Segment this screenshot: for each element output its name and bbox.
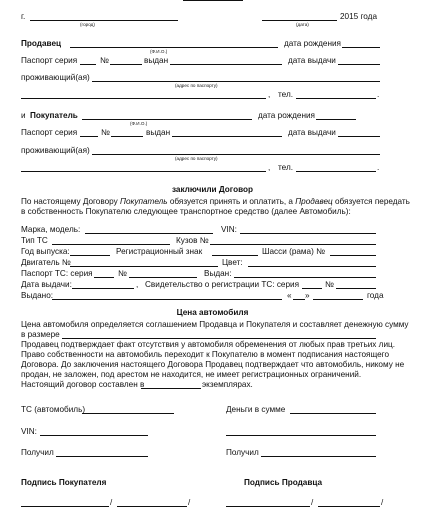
receipt-vin-field[interactable] — [40, 435, 148, 436]
seller-address-field-2[interactable] — [21, 98, 266, 99]
receipt-vehicle-label: ТС (автомобиль) — [21, 405, 86, 414]
buyer-label: Покупатель — [30, 111, 78, 120]
buyer-signature-slash: / — [110, 498, 113, 507]
buyer-signature-name-field[interactable] — [117, 506, 187, 507]
buyer-phone-field[interactable] — [296, 171, 376, 172]
seller-passport-series-label: Паспорт серия — [21, 56, 78, 65]
reg-cert-no-field[interactable] — [336, 288, 376, 289]
buyer-address-caption: (адрес по паспорту) — [175, 156, 218, 161]
seller-issued-by-field[interactable] — [170, 64, 282, 65]
buyer-signature-slash-2: / — [188, 498, 191, 507]
comma-separator: , — [136, 280, 139, 289]
seller-phone-field[interactable] — [296, 98, 376, 99]
date-field[interactable] — [262, 20, 337, 21]
seller-period: . — [377, 90, 380, 99]
price-line-4: Право собственности на автомобиль переходит к Покупателю в момент подписания настоящего — [21, 350, 390, 359]
issue-date-field[interactable] — [72, 288, 134, 289]
seller-signature-slash-2: / — [381, 498, 384, 507]
issued-year-word: года — [367, 291, 384, 300]
seller-label: Продавец — [21, 39, 62, 48]
buyer-signature-heading: Подпись Покупателя — [21, 478, 107, 487]
seller-residing-label: проживающий(ая) — [21, 73, 90, 82]
copies-field[interactable] — [141, 388, 201, 389]
chassis-field[interactable] — [330, 255, 376, 256]
agreement-heading: заключили Договор — [171, 185, 254, 194]
buyer-phone-label: тел. — [278, 163, 293, 172]
city-caption: (город) — [80, 22, 95, 27]
agreement-text-b: обязуется принять и оплатить, а — [167, 197, 296, 206]
received-left-label: Получил — [21, 448, 54, 457]
buyer-passport-no-label: № — [101, 128, 110, 137]
issued-day-field[interactable] — [293, 299, 305, 300]
price-line-1: Цена автомобиля определяется соглашением Продавца и Покупателя и составляет денежную сумму — [21, 320, 409, 329]
buyer-issued-by-field[interactable] — [172, 136, 282, 137]
agreement-text-a: По настоящему Договору — [21, 197, 121, 206]
buyer-residing-label: проживающий(ая) — [21, 146, 90, 155]
agreement-seller-word: Продавец — [295, 197, 333, 206]
seller-fio-caption: (Ф.И.О.) — [150, 49, 168, 54]
body-no-field[interactable] — [210, 244, 376, 245]
year-built-label: Год выпуска: — [21, 247, 70, 256]
seller-signature-heading: Подпись Продавца — [244, 478, 323, 487]
pts-no-field[interactable] — [129, 277, 197, 278]
pts-series-label: Паспорт ТС: серия — [21, 269, 93, 278]
chassis-label: Шасси (рама) № — [262, 247, 325, 256]
issue-date-label: Дата выдачи: — [21, 280, 72, 289]
seller-passport-series-field[interactable] — [80, 64, 96, 65]
pts-series-field[interactable] — [94, 277, 114, 278]
vehicle-type-label: Тип ТС — [21, 236, 48, 245]
buyer-passport-no-field[interactable] — [111, 136, 143, 137]
reg-sign-label: Регистрационный знак — [116, 247, 203, 256]
seller-issue-date-field[interactable] — [338, 64, 380, 65]
make-model-label: Марка, модель: — [21, 225, 81, 234]
price-line-2: в размере — [21, 330, 60, 339]
price-line-5: Договора. До заключения настоящего Договора Продавец подтверждает что автомобиль, никому не — [21, 360, 405, 369]
seller-issue-date-label: дата выдачи — [288, 56, 336, 65]
receipt-money-field[interactable] — [290, 413, 376, 414]
seller-comma: , — [268, 90, 271, 99]
buyer-address-field-2[interactable] — [21, 171, 266, 172]
seller-signature-name-field[interactable] — [318, 506, 380, 507]
seller-birth-label: дата рождения — [284, 39, 341, 48]
receipt-vin-label: VIN: — [21, 427, 37, 436]
price-heading: Цена автомобиля — [176, 308, 249, 317]
color-field[interactable] — [248, 266, 376, 267]
vehicle-type-field[interactable] — [52, 244, 170, 245]
buyer-issue-date-label: дата выдачи — [288, 128, 336, 137]
seller-address-caption: (адрес по паспорту) — [175, 83, 218, 88]
pts-no-label: № — [118, 269, 127, 278]
received-left-field[interactable] — [56, 456, 148, 457]
seller-signature-field[interactable] — [226, 506, 310, 507]
seller-passport-no-field[interactable] — [110, 64, 142, 65]
seller-phone-label: тел. — [278, 90, 293, 99]
date-caption: (дата) — [296, 22, 309, 27]
agreement-text-c: обязуется передать — [332, 197, 410, 206]
seller-passport-no-label: № — [100, 56, 109, 65]
city-prefix: г. — [21, 12, 26, 21]
buyer-signature-field[interactable] — [21, 506, 109, 507]
issued-month-field[interactable] — [313, 299, 363, 300]
top-divider — [183, 0, 243, 1]
received-right-field[interactable] — [261, 456, 376, 457]
price-amount-field[interactable] — [62, 338, 376, 339]
vin-label: VIN: — [221, 225, 237, 234]
city-field[interactable] — [30, 20, 178, 21]
pts-issued-field[interactable] — [234, 277, 376, 278]
agreement-line-1 — [21, 197, 410, 207]
buyer-address-field[interactable] — [92, 154, 380, 155]
reg-cert-series-field[interactable] — [302, 288, 322, 289]
contract-year: 2015 года — [340, 12, 377, 21]
receipt-vehicle-field[interactable] — [82, 413, 174, 414]
buyer-issued-by-label: выдан — [146, 128, 171, 137]
seller-signature-slash: / — [311, 498, 314, 507]
body-no-label: Кузов № — [176, 236, 209, 245]
buyer-fio-caption: (Ф.И.О.) — [130, 121, 148, 126]
reg-sign-field[interactable] — [212, 255, 258, 256]
year-built-field[interactable] — [70, 255, 110, 256]
vin-field[interactable] — [240, 233, 376, 234]
price-line-6: продан, не заложен, под арестом не находится, не имеет регистрационных ограничений. — [21, 370, 362, 379]
color-label: Цвет: — [222, 258, 243, 267]
buyer-comma: , — [268, 163, 271, 172]
buyer-passport-series-label: Паспорт серия — [21, 128, 78, 137]
buyer-issue-date-field[interactable] — [338, 136, 380, 137]
issued-label: Выдано: — [21, 291, 54, 300]
agreement-line-2: в собственность Покупателю следующее транспортное средство (далее Автомобиль): — [21, 207, 351, 216]
price-line-3: Продавец подтверждает факт отсутствия у автомобиля обременения от любых прав третьих лиц. — [21, 340, 395, 349]
engine-label: Двигатель № — [21, 258, 71, 267]
reg-cert-label: Свидетельство о регистрации ТС: серия — [145, 280, 300, 289]
buyer-passport-series-field[interactable] — [80, 136, 98, 137]
quote-close: » — [305, 291, 310, 300]
buyer-birth-field[interactable] — [316, 119, 356, 120]
receipt-money-field-2[interactable] — [226, 435, 376, 436]
buyer-period: . — [377, 163, 380, 172]
seller-issued-by-label: выдан — [144, 56, 169, 65]
agreement-buyer-word: Покупатель — [120, 197, 168, 206]
buyer-fio-field[interactable] — [82, 119, 252, 120]
make-model-field[interactable] — [85, 233, 213, 234]
received-right-label: Получил — [226, 448, 259, 457]
receipt-money-label: Деньги в сумме — [226, 405, 286, 414]
seller-address-field[interactable] — [92, 81, 380, 82]
seller-fio-field[interactable] — [70, 47, 278, 48]
price-line-7a: Настоящий договор составлен в — [21, 380, 145, 389]
buyer-prefix: и — [21, 111, 26, 120]
seller-birth-field[interactable] — [342, 47, 380, 48]
engine-field[interactable] — [70, 266, 218, 267]
buyer-birth-label: дата рождения — [258, 111, 315, 120]
price-line-7b: экземплярах. — [202, 380, 253, 389]
reg-cert-no-label: № — [325, 280, 334, 289]
quote-open: « — [287, 291, 292, 300]
pts-issued-label: Выдан: — [204, 269, 232, 278]
issued-field[interactable] — [52, 299, 282, 300]
